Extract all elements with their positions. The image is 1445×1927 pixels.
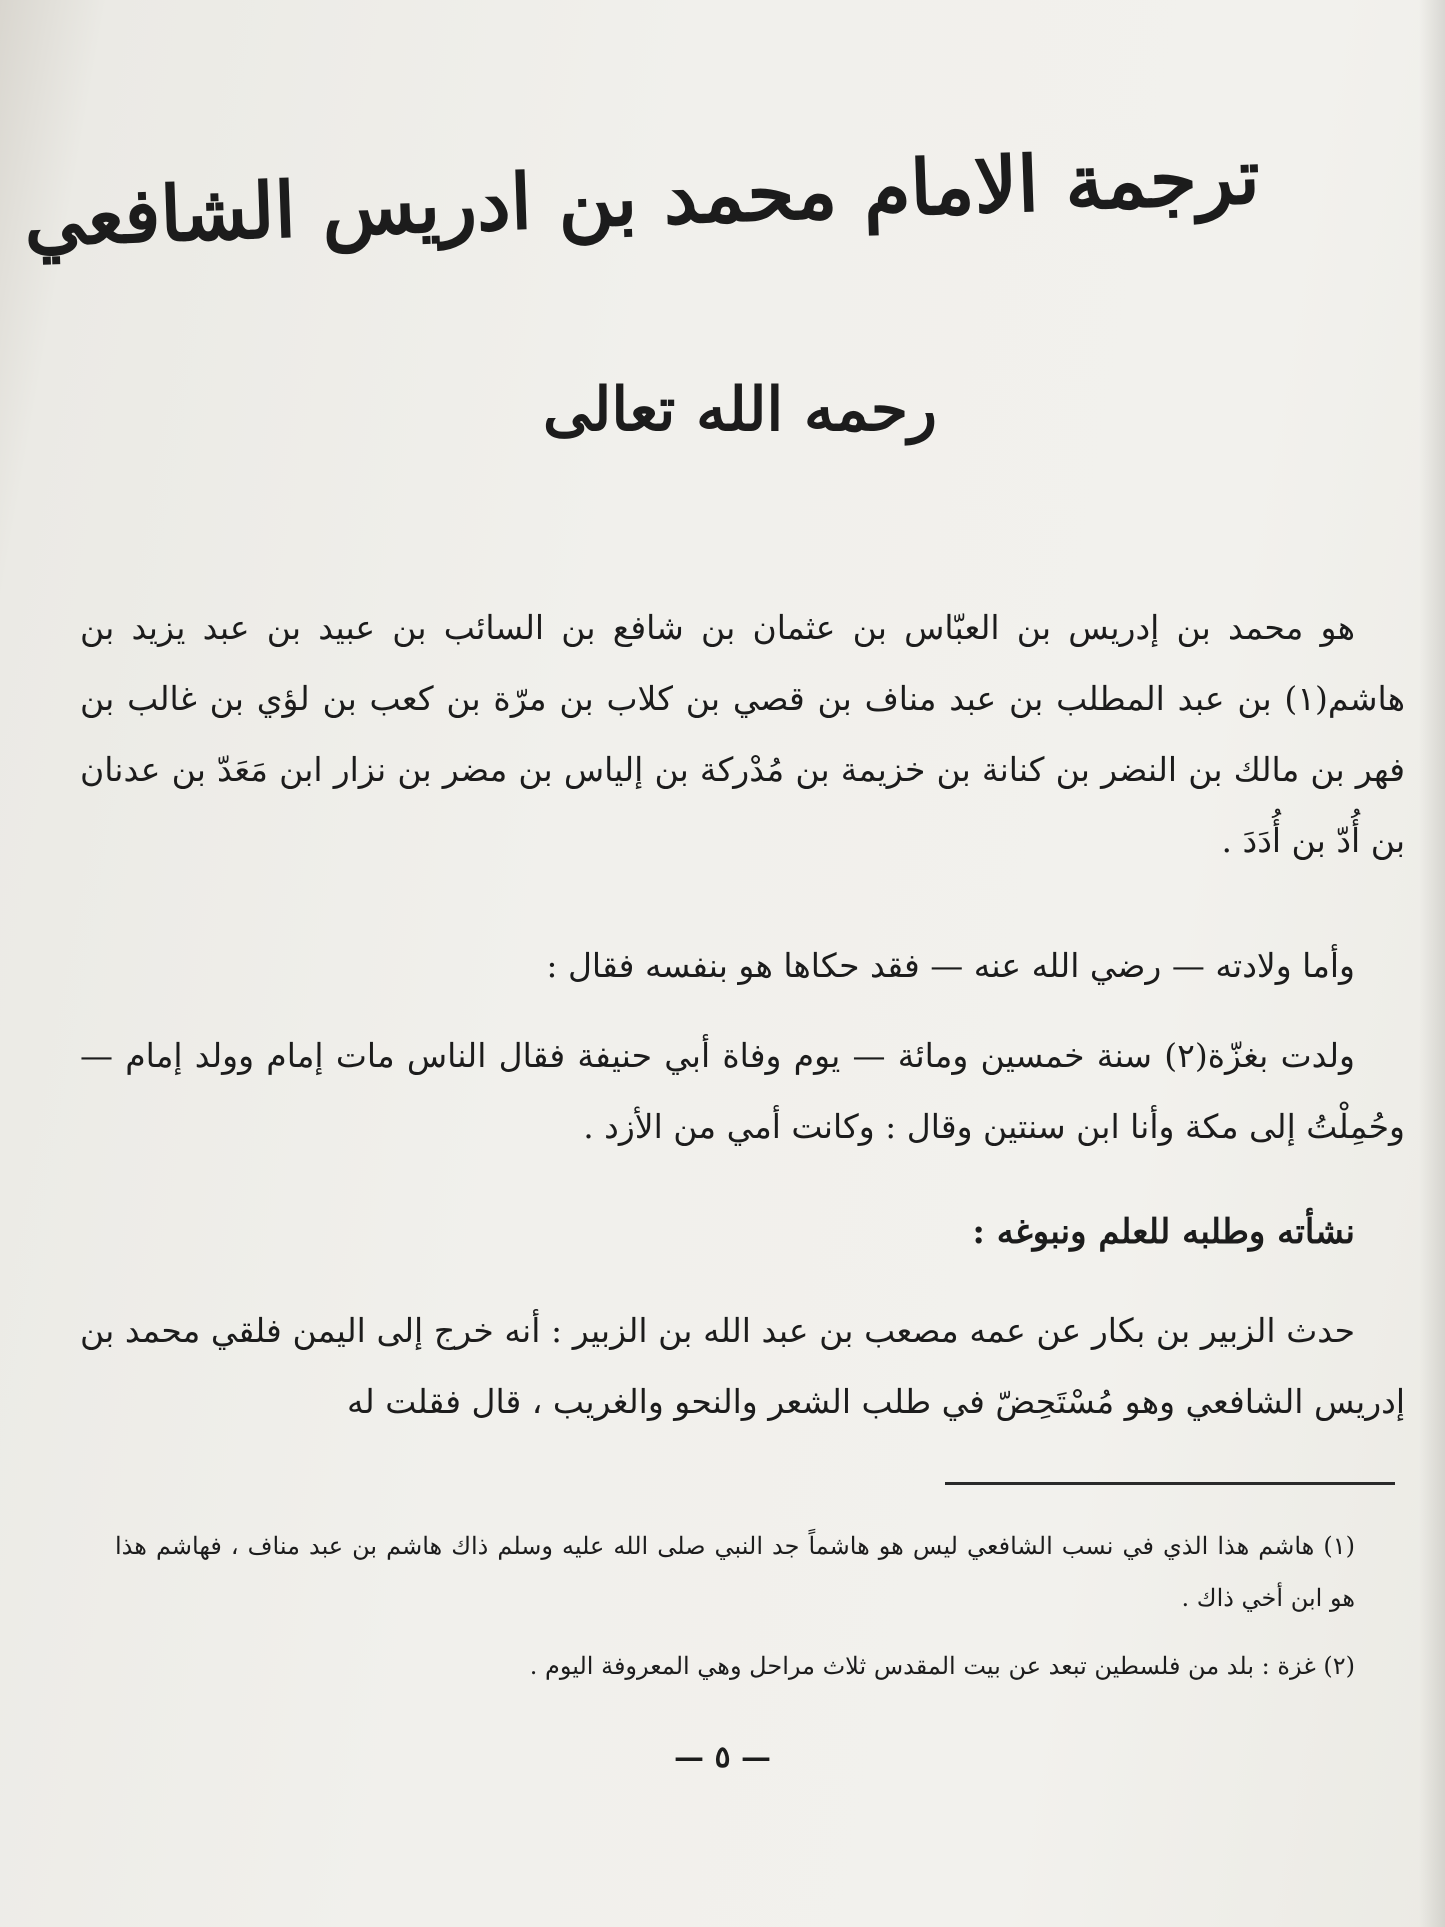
page-title: ترجمة الامام محمد بن ادريس الشافعي [22, 131, 1262, 264]
section-heading: نشأته وطلبه للعلم ونبوغه : [972, 1212, 1355, 1252]
footnote-1: (١) هاشم هذا الذي في نسب الشافعي ليس هو هاشماً جد النبي صلى الله عليه وسلم ذاك هاشم بن عبد مناف ، فهاشم هذا هو ابن أخي ذاك . [115, 1532, 1355, 1612]
lineage-paragraph: هو محمد بن إدريس بن العبّاس بن عثمان بن شافع بن السائب بن عبيد بن عبد يزيد بن هاشم(١) بن عبد المطلب بن عبد مناف بن قصي بن كلاب بن مرّة بن كعب بن لؤي بن غالب بن فهر بن مالك بن النضر بن كنانة بن خزيمة بن مُدْركة بن إلياس بن مضر بن نزار ابن مَعَدّ بن عدنان بن أُدّ بن أُدَدَ . [80, 608, 1405, 860]
birth-intro-paragraph: وأما ولادته — رضي الله عنه — فقد حكاها هو بنفسه فقال : [546, 946, 1355, 985]
page-subtitle: رحمه الله تعالى [543, 375, 937, 445]
page-number: — ٥ — [673, 1740, 772, 1775]
upbringing-paragraph: حدث الزبير بن بكار عن عمه مصعب بن عبد الله بن الزبير : أنه خرج إلى اليمن فلقي محمد بن إدريس الشافعي وهو مُسْتَحِضّ في طلب الشعر والنحو والغريب ، قال فقلت له [80, 1311, 1405, 1421]
birth-quote-paragraph: ولدت بغزّة(٢) سنة خمسين ومائة — يوم وفاة أبي حنيفة فقال الناس مات إمام وولد إمام — وحُمِلْتُ إلى مكة وأنا ابن سنتين وقال : وكانت أمي من الأزد . [80, 1036, 1405, 1146]
footnote-divider [945, 1482, 1395, 1485]
footnote-2: (٢) غزة : بلد من فلسطين تبعد عن بيت المقدس ثلاث مراحل وهي المعروفة اليوم . [529, 1652, 1355, 1680]
